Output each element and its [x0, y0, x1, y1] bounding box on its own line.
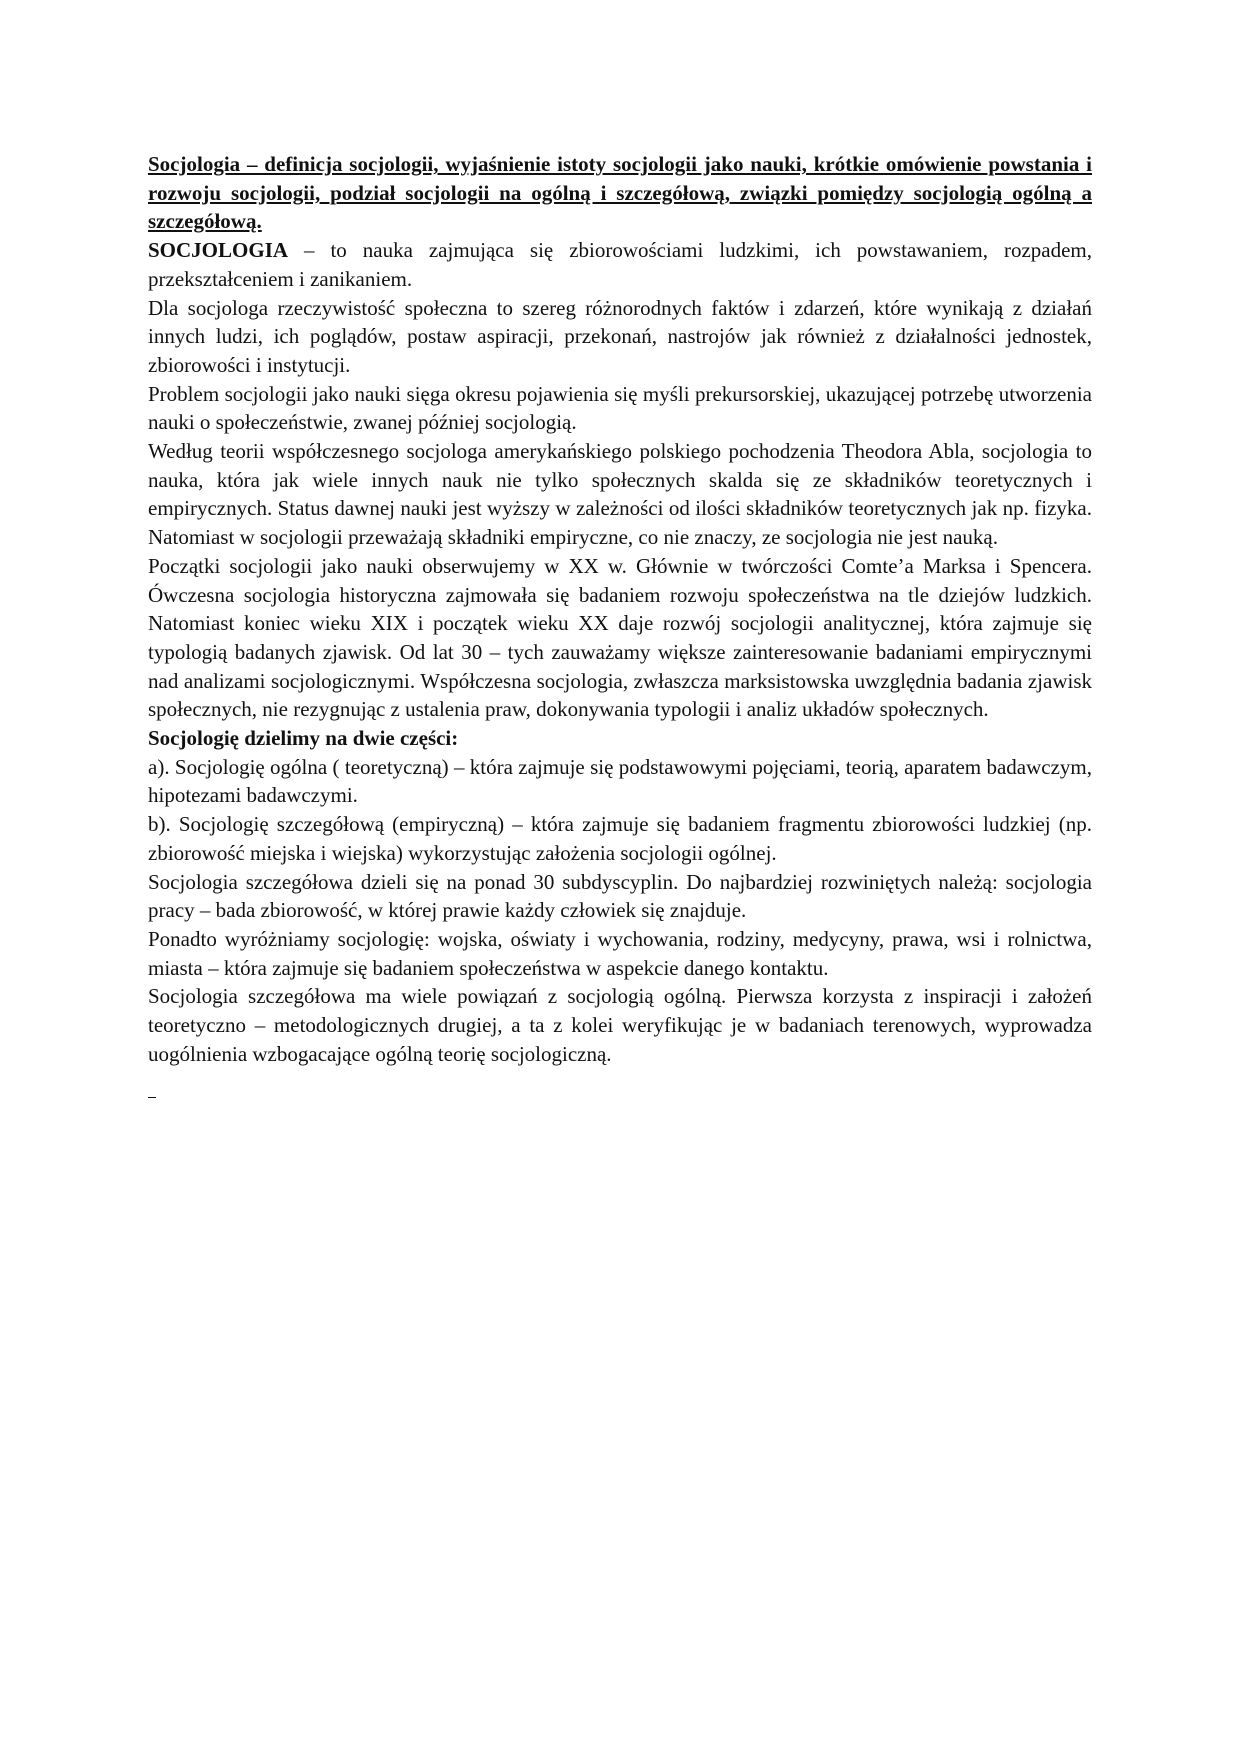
- list-item: b). Socjologię szczegółową (empiryczną) – która zajmuje się badaniem fragmentu zbiorowości ludzkiej (np. zbiorowość miejska i wiejska) wykorzystując założenia socjologii ogólnej.: [148, 812, 1092, 865]
- intro-definition: – to nauka zajmująca się zbiorowościami ludzkimi, ich powstawaniem, rozpadem, przekształceniem i zanikaniem.: [148, 238, 1092, 291]
- section-subheading: Socjologię dzielimy na dwie części:: [148, 726, 459, 751]
- intro-lead-term: SOCJOLOGIA: [148, 238, 289, 263]
- underline-mark: [148, 1079, 156, 1098]
- intro-paragraph: [148, 236, 1092, 293]
- paragraph: Według teorii współczesnego socjologa amerykańskiego polskiego pochodzenia Theodora Abla, socjologia to nauka, która jak wiele innych nauk nie tylko społecznych skalda się ze składników teoretycznych i empirycznych. Status dawnej nauki jest wyższy w zależności od ilości składników teoretycznych jak np. fizyka. Natomiast w socjologii przeważają składniki empiryczne, co nie znaczy, ze socjologia nie jest nauką.: [148, 439, 1092, 550]
- document-page: [148, 150, 1092, 1105]
- document-heading: Socjologia – definicja socjologii, wyjaśnienie istoty socjologii jako nauki, krótkie omówienie powstania i rozwoju socjologii, podział socjologii na ogólną i szczegółową, związki pomiędzy socjologią ogólną a szczegółową.: [148, 152, 1092, 234]
- paragraph: Socjologia szczegółowa ma wiele powiązań z socjologią ogólną. Pierwsza korzysta z inspiracji i założeń teoretyczno – metodologicznych drugiej, a ta z kolei weryfikując je w badaniach terenowych, wyprowadza uogólnienia wzbogacające ogólną teorię socjologiczną.: [148, 984, 1092, 1066]
- paragraph: Problem socjologii jako nauki sięga okresu pojawienia się myśli prekursorskiej, ukazującej potrzebę utworzenia nauki o społeczeństwie, zwanej później socjologią.: [148, 381, 1092, 435]
- paragraph: Dla socjologa rzeczywistość społeczna to szereg różnorodnych faktów i zdarzeń, które wynikają z działań innych ludzi, ich poglądów, postaw aspiracji, przekonań, nastrojów jak również z działalności jednostek, zbiorowości i instytucji.: [148, 295, 1092, 377]
- paragraph: Socjologia szczegółowa dzieli się na ponad 30 subdyscyplin. Do najbardziej rozwiniętych należą: socjologia pracy – bada zbiorowość, w której prawie każdy człowiek się znajduje.: [148, 869, 1092, 923]
- paragraph: Ponadto wyróżniamy socjologię: wojska, oświaty i wychowania, rodziny, medycyny, prawa, wsi i rolnictwa, miasta – która zajmuje się badaniem społeczeństwa w aspekcie danego kontaktu.: [148, 926, 1092, 980]
- paragraph: Początki socjologii jako nauki obserwujemy w XX w. Głównie w twórczości Comte’a Marksa i Spencera. Ówczesna socjologia historyczna zajmowała się badaniem rozwoju społeczeństwa na tle dziejów ludzkich. Natomiast koniec wieku XIX i początek wieku XX daje rozwój socjologii analitycznej, która zajmuje się typologią badanych zjawisk. Od lat 30 – tych zauważamy większe zainteresowanie badaniami empirycznymi nad analizami socjologicznymi. Współczesna socjologia, zwłaszcza marksistowska uwzględnia badania zjawisk społecznych, nie rezygnując z ustalenia praw, dokonywania typologii i analiz układów społecznych.: [148, 553, 1092, 722]
- empty-paragraph-marker: [148, 1077, 1092, 1105]
- list-item: a). Socjologię ogólna ( teoretyczną) – która zajmuje się podstawowymi pojęciami, teorią, aparatem badawczym, hipotezami badawczymi.: [148, 754, 1092, 808]
